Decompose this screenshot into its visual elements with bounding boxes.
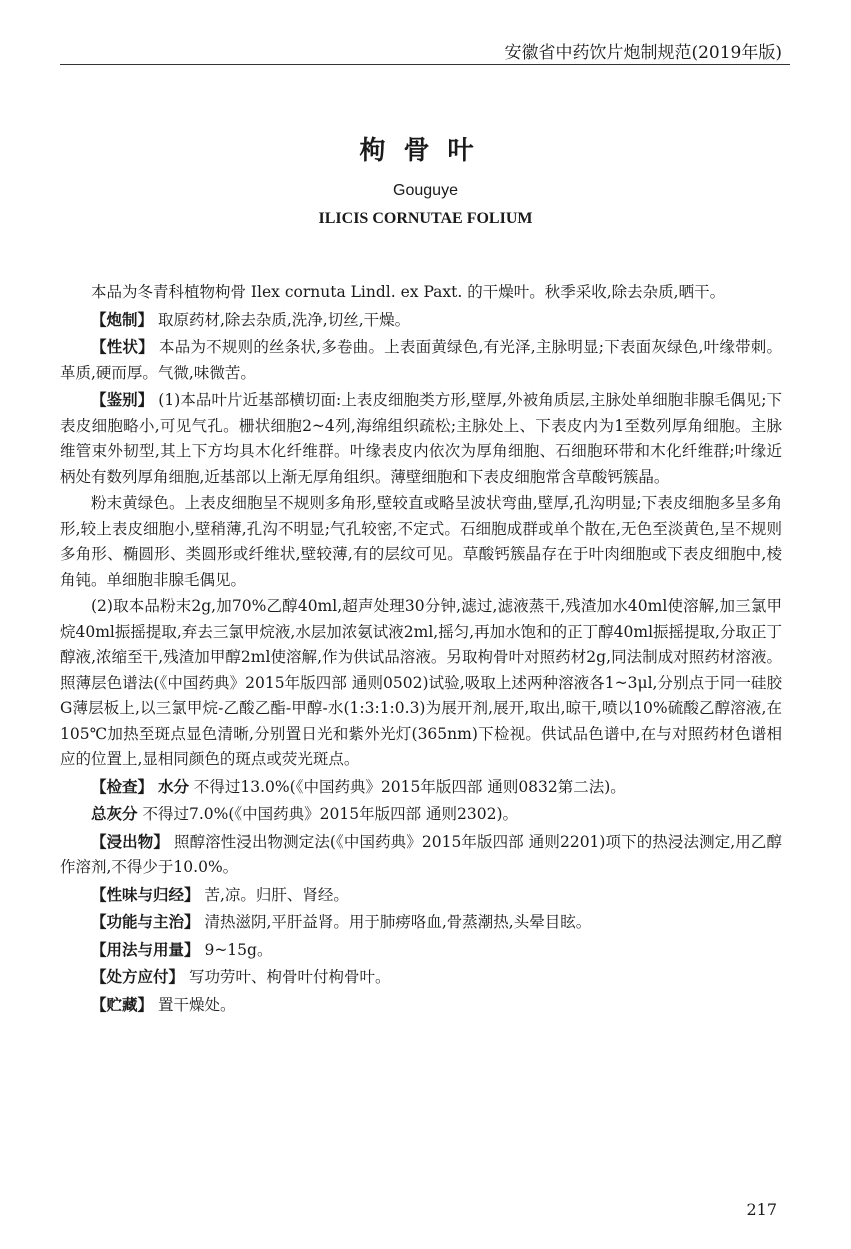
function-section xyxy=(60,909,782,936)
running-header xyxy=(60,30,790,65)
storage-label: 【贮藏】 xyxy=(91,994,154,1014)
identification-text-1: (1)本品叶片近基部横切面:上表皮细胞类方形,壁厚,外被角质层,主脉处单细胞非腺毛偶见;下表皮细胞略小,可见气孔。栅状细胞2~4列,海绵组织疏松;主脉处上、下表皮内为1至数列厚角细胞。主脉维管束外韧型,其上下方均具木化纤维群。叶缘表皮内依次为厚角细胞、石细胞环带和木化纤维群;叶缘近柄处有数列厚角细胞,近基部以上渐无厚角组织。薄壁细胞和下表皮细胞常含草酸钙簇晶。 xyxy=(60,391,782,486)
usage-label: 【用法与用量】 xyxy=(91,939,200,959)
moisture-label: 水分 xyxy=(157,776,189,796)
running-title: 安徽省中药饮片炮制规范(2019年版) xyxy=(504,43,782,63)
function-label: 【功能与主治】 xyxy=(91,912,200,931)
prescription-section xyxy=(60,964,782,991)
usage-text: 9~15g。 xyxy=(204,940,273,959)
nature-section xyxy=(60,882,782,909)
prescription-label: 【处方应付】 xyxy=(91,967,185,986)
pinyin-name: Gouguye xyxy=(393,182,458,199)
ash-label: 总灰分 xyxy=(91,804,138,823)
inspection-section xyxy=(60,774,782,801)
ash-text: 不得过7.0%(《中国药典》2015年版四部 通则2302)。 xyxy=(142,805,518,823)
description-text: 本品为不规则的丝条状,多卷曲。上表面黄绿色,有光泽,主脉明显;下表面灰绿色,叶缘带刺。革质,硬而厚。气微,味微苦。 xyxy=(60,338,782,382)
function-text: 清热滋阴,平肝益肾。用于肺痨咯血,骨蒸潮热,头晕目眩。 xyxy=(204,913,592,931)
description-label: 【性状】 xyxy=(91,337,154,356)
nature-text: 苦,凉。归肝、肾经。 xyxy=(204,885,349,904)
identification-section xyxy=(60,387,782,490)
storage-section xyxy=(60,992,782,1019)
identification-tlc-paragraph: (2)取本品粉末2g,加70%乙醇40ml,超声处理30分钟,滤过,滤液蒸干,残渣加水40ml使溶解,加三氯甲烷40ml振摇提取,弃去三氯甲烷液,水层加浓氨试液2ml,摇匀,再加水饱和的正丁醇40ml振摇提取,分取正丁醇液,浓缩至干,残渣加甲醇2ml使溶解,作为供试品溶液。另取枸骨叶对照药材2g,同法制成对照药材溶液。照薄层色谱法(《中国药典》2015年版四部 通则0502)试验,吸取上述两种溶液各1~3μl,分别点于同一硅胶G薄层板上,以三氯甲烷-乙酸乙酯-甲醇-水(1:3:1:0.3)为展开剂,展开,取出,晾干,喷以10%硫酸乙醇溶液,在105℃加热至斑点显色清晰,分别置日光和紫外光灯(365nm)下检视。供试品色谱中,在与对照药材色谱相应的位置上,显相同颜色的斑点或荧光斑点。 xyxy=(60,597,782,768)
latin-name: ILICIS CORNUTAE FOLIUM xyxy=(318,210,533,227)
nature-label: 【性味与归经】 xyxy=(91,884,200,904)
prescription-text: 写功劳叶、枸骨叶付枸骨叶。 xyxy=(188,968,391,986)
monograph-title: 枸骨叶 xyxy=(359,136,492,166)
processing-text: 取原药材,除去杂质,洗净,切丝,干燥。 xyxy=(157,310,411,329)
monograph-body xyxy=(60,280,782,1019)
intro-paragraph: 本品为冬青科植物枸骨 Ilex cornuta Lindl. ex Paxt. 的干燥叶。秋季采收,除去杂质,晒干。 xyxy=(91,283,726,301)
processing-section xyxy=(60,307,782,334)
description-section xyxy=(60,334,782,386)
ash-section xyxy=(60,801,782,828)
moisture-text: 不得过13.0%(《中国药典》2015年版四部 通则0832第二法)。 xyxy=(193,777,626,796)
extract-label: 【浸出物】 xyxy=(91,831,169,851)
storage-text: 置干燥处。 xyxy=(157,995,236,1014)
page-number: 217 xyxy=(746,1200,777,1219)
inspection-label: 【检查】 xyxy=(91,776,154,796)
identification-powder-paragraph: 粉末黄绿色。上表皮细胞呈不规则多角形,壁较直或略呈波状弯曲,壁厚,孔沟明显;下表皮细胞多呈多角形,较上表皮细胞小,壁稍薄,孔沟不明显;气孔较密,不定式。石细胞成群或单个散在,无色至淡黄色,呈不规则多角形、椭圆形、类圆形或纤维状,壁较薄,有的层纹可见。草酸钙簇晶存在于叶肉细胞或下表皮细胞中,棱角钝。单细胞非腺毛偶见。 xyxy=(60,494,782,589)
identification-label: 【鉴别】 xyxy=(91,390,154,409)
extract-section xyxy=(60,829,782,881)
processing-label: 【炮制】 xyxy=(91,309,154,329)
extract-text: 照醇溶性浸出物测定法(《中国药典》2015年版四部 通则2201)项下的热浸法测定,用乙醇作溶剂,不得少于10.0%。 xyxy=(60,832,782,876)
usage-section xyxy=(60,937,782,964)
